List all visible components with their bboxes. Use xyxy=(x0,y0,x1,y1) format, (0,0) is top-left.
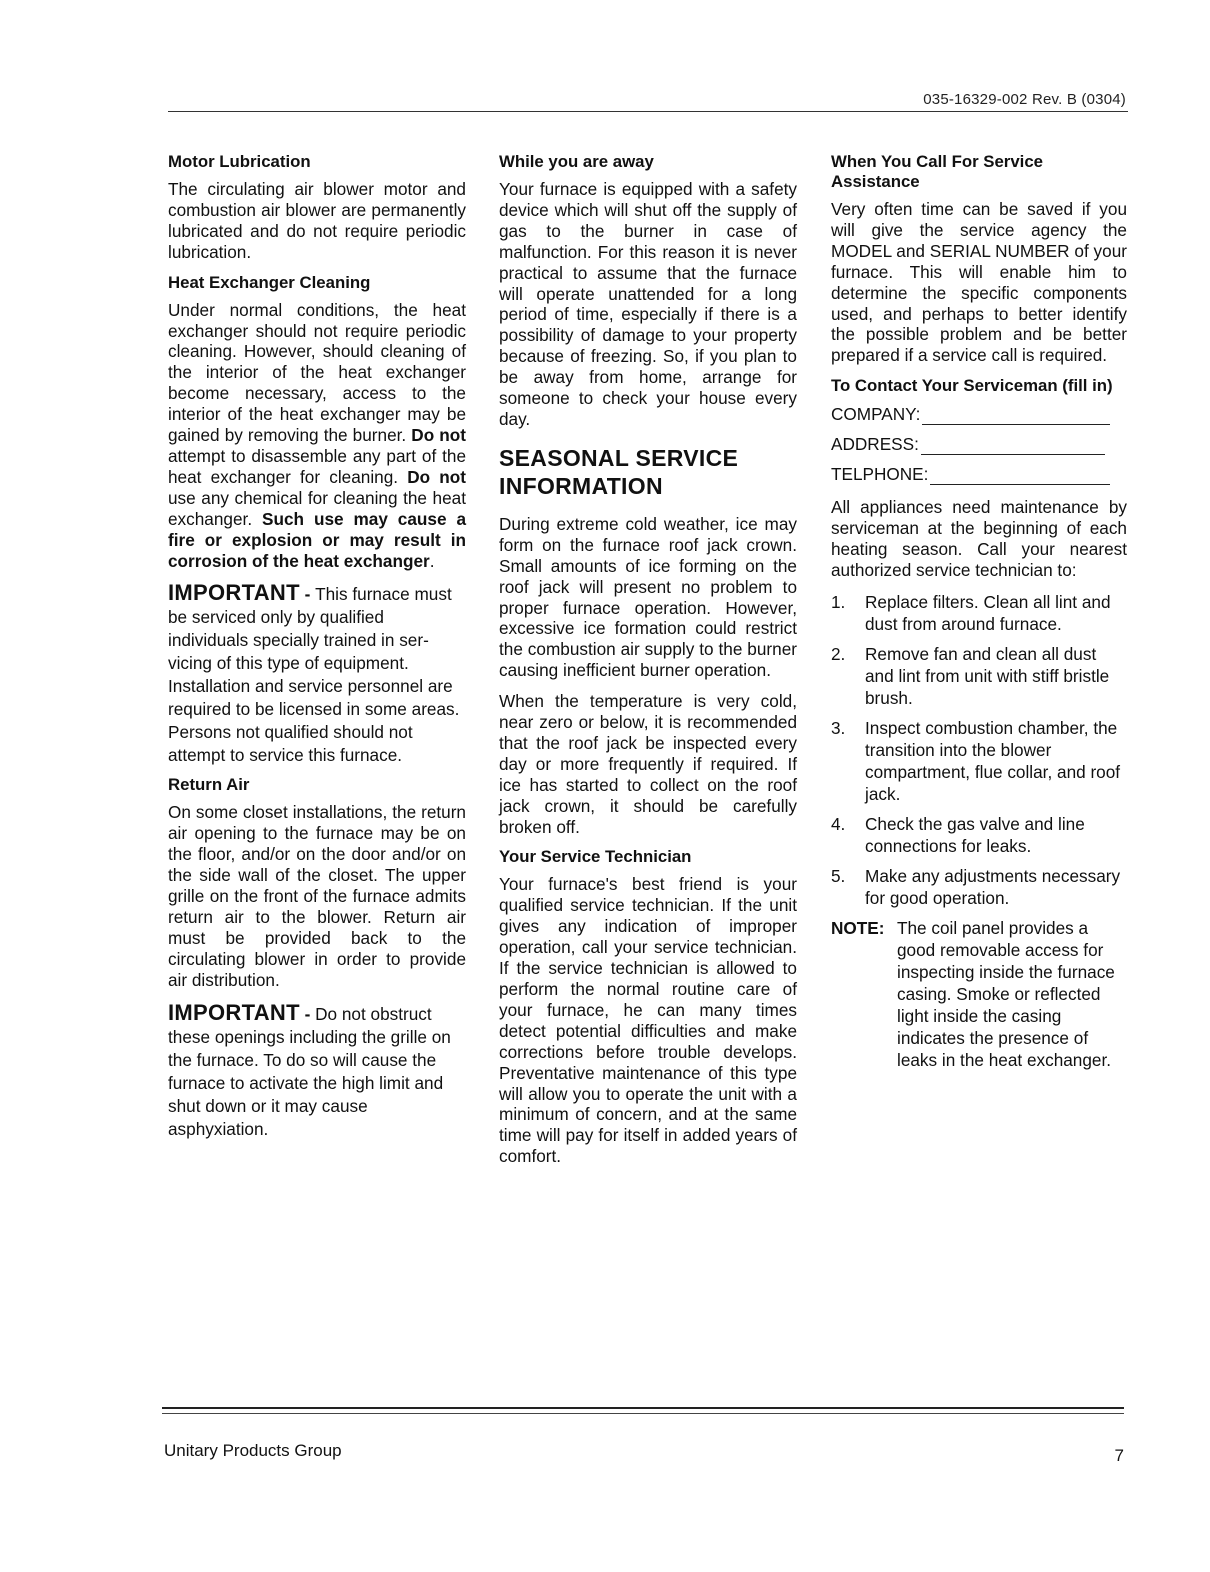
list-item: 1. Replace filters. Clean all lint and dust from around furnace. xyxy=(831,591,1111,634)
call-for-service-heading: When You Call For Service Assistance xyxy=(831,152,1043,191)
return-air-text: On some closet installations, the return air opening to the furnace may be on the floor, and/or on the door and/or on the side wall of the closet. The upper grille on the front of the furnace admits return air to the blower. Return air must be provided back to the circulating blower in order to provide air distribution. xyxy=(168,802,466,990)
heat-exchanger-text: Under normal conditions, the heat exchanger should not require periodic cleaning. However, should cleaning of the interior of the heat exchanger become necessary, access to the interior of the heat exchanger may be gained by removing the burner. Do not attempt to disassemble any part of the heat exchanger for cleaning. Do not use any chemical for cleaning the heat exchanger. Such use may cause a fire or explosion or may result in corrosion of the heat exchanger. xyxy=(168,299,466,571)
list-item: 2. Remove fan and clean all dust and lint from unit with stiff bristle brush. xyxy=(831,643,1110,708)
company-label: COMPANY: xyxy=(831,404,921,425)
footer-rule xyxy=(162,1407,1124,1409)
while-away-heading: While you are away xyxy=(499,152,654,171)
maintenance-text: All appliances need maintenance by serviceman at the beginning of each heating season. Call your nearest authorized service technician to: xyxy=(831,497,1127,580)
important-notice-obstruct: IMPORTANT - Do not obstruct these openings including the grille on the furnace. To do so will cause the furnace to activate the high limit and shut down or it may cause asphyxiation. xyxy=(168,999,451,1139)
seasonal-service-text-2: When the temperature is very cold, near zero or below, it is recommended that the roof jack be inspected every day or more frequently if required. If ice has started to collect on the roof jack crown, it should be carefully broken off. xyxy=(499,691,797,837)
important-notice-service: IMPORTANT - This furnace must be serviced only by qualified individuals specially trained in servicing of this type of equipment. Installation and service personnel are required to be licensed in some areas. Persons not qualified should not attempt to service this furnace. xyxy=(168,580,460,766)
important-label: IMPORTANT xyxy=(168,580,300,606)
return-air-heading: Return Air xyxy=(168,775,250,795)
column-1 xyxy=(168,152,466,1149)
company-field[interactable] xyxy=(831,403,1127,425)
note-block xyxy=(831,917,1127,1071)
heat-exchanger-heading: Heat Exchanger Cleaning xyxy=(168,272,371,292)
important-label: IMPORTANT xyxy=(168,999,300,1025)
address-field[interactable] xyxy=(831,433,1127,455)
maintenance-list xyxy=(831,591,1127,909)
call-for-service-text: Very often time can be saved if you will give the service agency the MODEL and SERIAL NUMBER of your furnace. This will enable him to determine the specific components used, and perhaps to better identify the possible problem and be better prepared if a service call is required. xyxy=(831,199,1127,366)
while-away-text: Your furnace is equipped with a safety device which will shut off the supply of gas to the burner in case of malfunction. For this reason it is never practical to assume that the furnace will operate unattended for a long period of time, especially if there is a possibility of damage to your property because of freezing. So, if you plan to be away from home, arrange for someone to check your house every day. xyxy=(499,179,797,429)
motor-lubrication-text: The circulating air blower motor and combustion air blower are permanently lubricated and do not require periodic lubrication. xyxy=(168,179,466,262)
list-item: 3. Inspect combustion chamber, the transition into the blower compartment, flue collar, and roof jack. xyxy=(831,717,1121,804)
motor-lubrication-heading: Motor Lubrication xyxy=(168,152,311,171)
seasonal-service-text-1: During extreme cold weather, ice may form on the furnace roof jack crown. Small amounts of ice forming on the roof jack will present no problem to proper furnace operation. However, excessive ice formation could restrict the combustion air supply to the burner causing inefficient burner operation. xyxy=(499,513,797,681)
note-label: NOTE: xyxy=(831,917,885,938)
note-text: The coil panel provides a good removable access for inspecting inside the furnace casing. Smoke or reflected light inside the casing indicates the presence of leaks in the heat exchanger. xyxy=(897,917,1115,1070)
telphone-field[interactable] xyxy=(831,463,1127,485)
address-label: ADDRESS: xyxy=(831,434,919,455)
list-item: 5. Make any adjustments necessary for good operation. xyxy=(831,865,1121,908)
telphone-label: TELPHONE: xyxy=(831,464,929,485)
address-blank-line[interactable] xyxy=(921,436,1105,455)
header-rule xyxy=(168,111,1128,112)
telphone-blank-line[interactable] xyxy=(930,466,1110,485)
column-2 xyxy=(499,152,797,1177)
document-number: 035-16329-002 Rev. B (0304) xyxy=(923,91,1126,108)
page-number: 7 xyxy=(1114,1446,1124,1465)
seasonal-service-heading: SEASONAL SERVICE INFORMATION xyxy=(499,444,739,499)
footer-company: Unitary Products Group xyxy=(164,1441,342,1460)
company-blank-line[interactable] xyxy=(922,406,1110,425)
column-3 xyxy=(831,152,1127,1071)
contact-serviceman-heading: To Contact Your Serviceman (fill in) xyxy=(831,376,1113,396)
service-technician-heading: Your Service Technician xyxy=(499,847,692,867)
service-technician-text: Your furnace's best friend is your qualified service technician. If the unit gives any indication of improper operation, call your service technician. If the service technician is allowed to perform the normal routine care of your furnace, he can many times detect potential difficulties and make corrections before trouble develops. Preventative maintenance of this type will allow you to operate the unit with a minimum of concern, and at the same time will pay for itself in added years of comfort. xyxy=(499,874,797,1167)
list-item: 4. Check the gas valve and line connections for leaks. xyxy=(831,813,1085,856)
footer-rule-thin xyxy=(162,1413,1124,1414)
